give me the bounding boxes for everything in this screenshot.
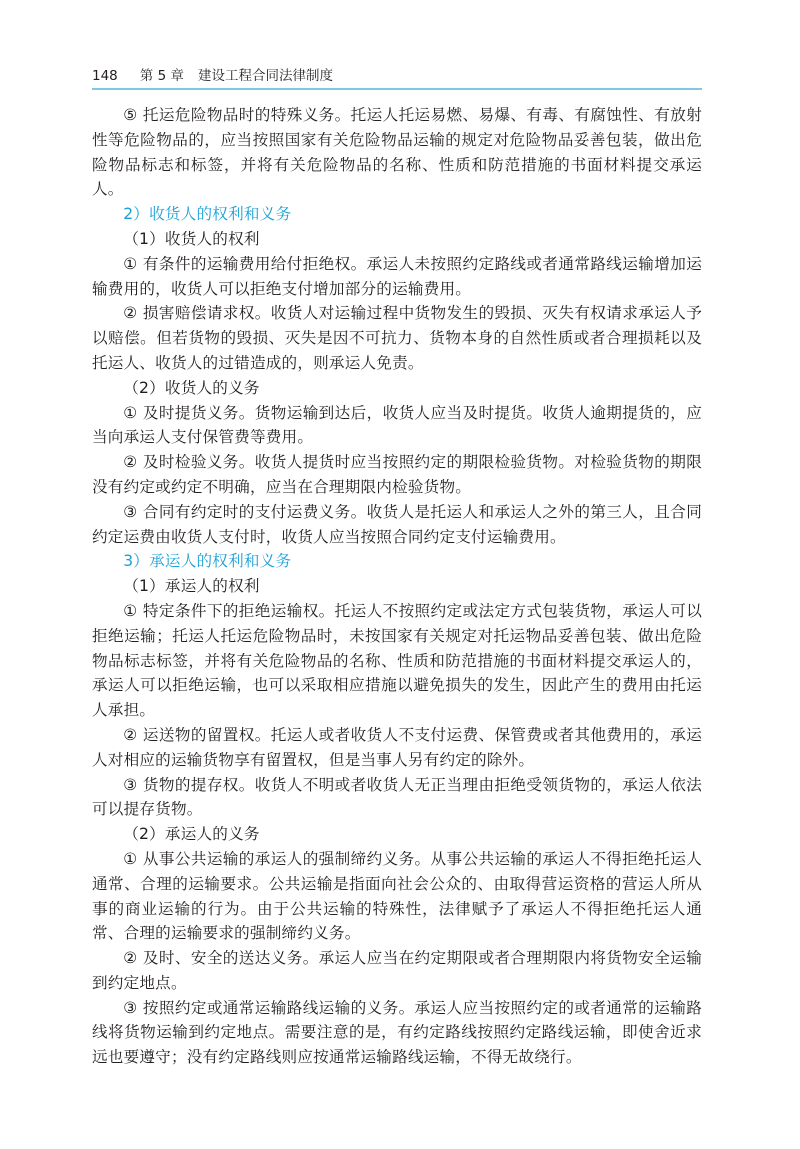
- running-header: [92, 64, 702, 86]
- subsection-heading: （1）承运人的权利: [123, 577, 260, 596]
- header-rule: [92, 88, 702, 90]
- paragraph: ⑤ 托运危险物品时的特殊义务。托运人托运易燃、易爆、有毒、有腐蚀性、有放射性等危险物品的，应当按照国家有关危险物品运输的规定对危险物品妥善包装，做出危险物品标志和标签，并将有关危险物品的名称、性质和防范措施的书面材料提交承运人。: [92, 106, 702, 199]
- paragraph: ③ 货物的提存权。收货人不明或者收货人无正当理由拒绝受领货物的，承运人依法可以提存货物。: [92, 775, 702, 819]
- section-heading: 3）承运人的权利和义务: [123, 552, 292, 571]
- paragraph: ② 及时、安全的送达义务。承运人应当在约定期限或者合理期限内将货物安全运输到约定地点。: [92, 949, 702, 992]
- paragraph: ③ 合同有约定时的支付运费义务。收货人是托运人和承运人之外的第三人，且合同约定运费由收货人支付时，收货人应当按照合同约定支付运输费用。: [92, 502, 702, 546]
- paragraph: ① 及时提货义务。货物运输到达后，收货人应当及时提货。收货人逾期提货的，应当向承运人支付保管费等费用。: [92, 403, 702, 447]
- paragraph: ② 运送物的留置权。托运人或者收货人不支付运费、保管费或者其他费用的，承运人对相应的运输货物享有留置权，但是当事人另有约定的除外。: [92, 725, 702, 769]
- body-text: [92, 103, 702, 1070]
- page-number: 148: [92, 68, 118, 84]
- subsection-heading: （2）承运人的义务: [123, 825, 260, 844]
- paragraph: ① 特定条件下的拒绝运输权。托运人不按照约定或法定方式包装货物，承运人可以拒绝运输；托运人托运危险物品时，未按国家有关规定对托运物品妥善包装、做出危险物品标志标签，并将有关危险物品的名称、性质和防范措施的书面材料提交承运人的，承运人可以拒绝运输，也可以采取相应措施以避免损失的发生，因此产生的费用由托运人承担。: [92, 601, 702, 720]
- subsection-heading: （1）收货人的权利: [123, 229, 260, 248]
- paragraph: ① 有条件的运输费用给付拒绝权。承运人未按照约定路线或者通常路线运输增加运输费用的，收货人可以拒绝支付增加部分的运输费用。: [92, 254, 702, 298]
- chapter-title: 建设工程合同法律制度: [197, 68, 333, 84]
- chapter-number: 第 5 章: [139, 68, 184, 84]
- paragraph: ② 损害赔偿请求权。收货人对运输过程中货物发生的毁损、灭失有权请求承运人予以赔偿。但若货物的毁损、灭失是因不可抗力、货物本身的自然性质或者合理损耗以及托运人、收货人的过错造成的，则承运人免责。: [92, 304, 702, 372]
- paragraph: ② 及时检验义务。收货人提货时应当按照约定的期限检验货物。对检验货物的期限没有约定或约定不明确，应当在合理期限内检验货物。: [92, 453, 702, 496]
- paragraph: ① 从事公共运输的承运人的强制缔约义务。从事公共运输的承运人不得拒绝托运人通常、合理的运输要求。公共运输是指面向社会公众的、由取得营运资格的营运人所从事的商业运输的行为。由于公共运输的特殊性，法律赋予了承运人不得拒绝托运人通常、合理的运输要求的强制缔约义务。: [92, 849, 702, 943]
- paragraph: ③ 按照约定或通常运输路线运输的义务。承运人应当按照约定的或者通常的运输路线将货物运输到约定地点。需要注意的是，有约定路线按照约定路线运输，即使舍近求远也要遵守；没有约定路线则应按通常运输路线运输，不得无故绕行。: [92, 998, 702, 1067]
- section-heading: 2）收货人的权利和义务: [123, 205, 292, 224]
- book-page: [92, 64, 702, 1070]
- subsection-heading: （2）收货人的义务: [123, 378, 260, 397]
